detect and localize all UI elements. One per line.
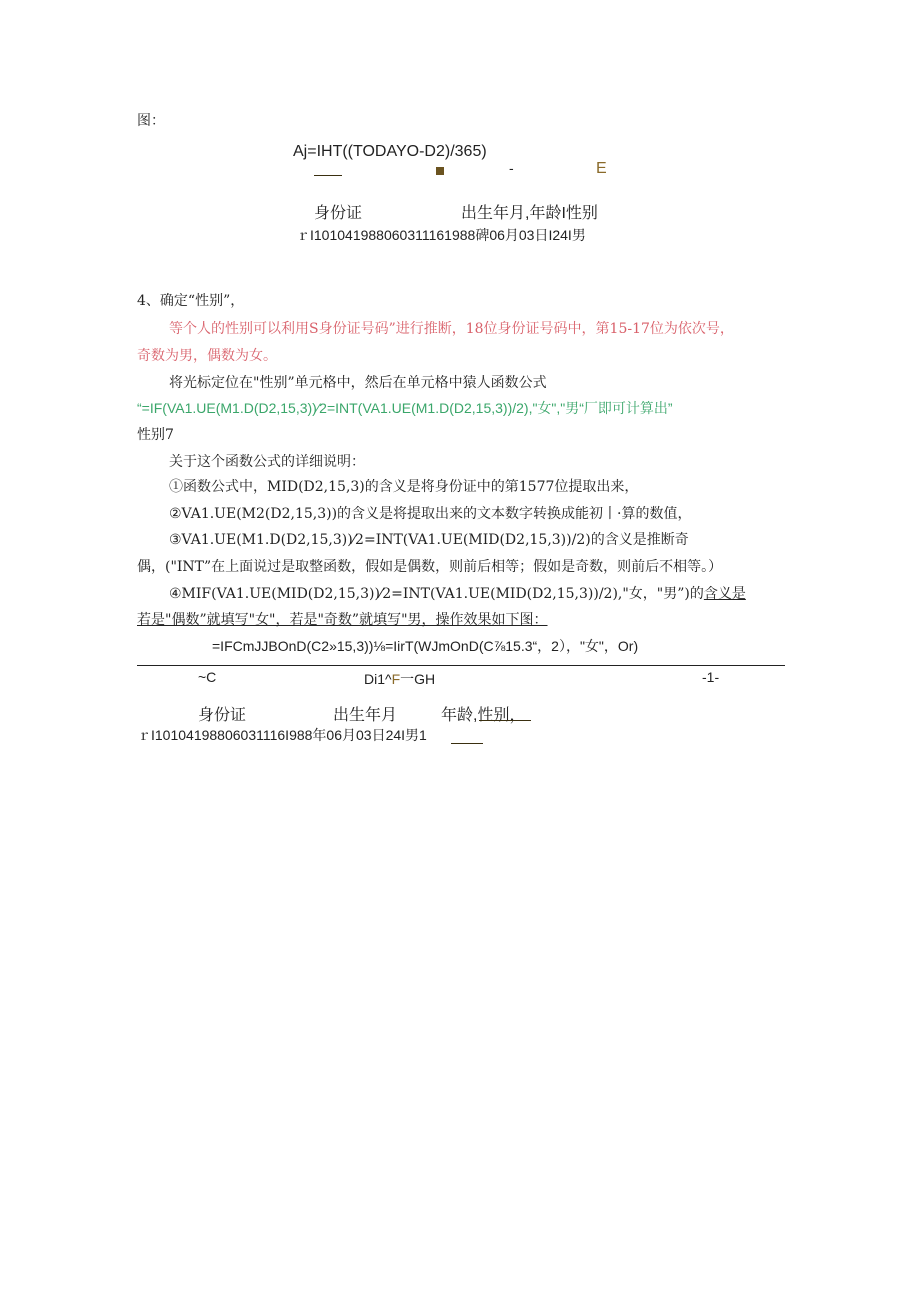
column-d-header (364, 669, 435, 689)
explanation-item-1: ①函数公式中，MID(D2,15,3)的含义是将身份证中的第1577位提取出来， (169, 479, 639, 495)
age-formula: Aj=IHT((TODAYO-D2)/365) (293, 143, 487, 160)
table-header-id: 身份证 (314, 205, 363, 222)
bottom-header-age-gender: 年龄,性别， (441, 707, 526, 724)
table-header-birth-age-gender: 出生年月,年龄I性别 (461, 205, 598, 222)
table-data-row: ｒI101041988060311161988碑06月03日I24I男 (296, 227, 586, 243)
header-underline (314, 175, 342, 176)
bottom-header-birth: 出生年月 (333, 707, 398, 724)
column-e-label: E (596, 160, 607, 177)
bottom-header-underline (479, 720, 531, 721)
explanation-item-4a-underlined: 含义是 (703, 586, 746, 602)
section-heading: 4、确定“性别”， (137, 293, 245, 309)
explanation-item-4b: 若是"偶数”就填写"女"，若是"奇数”就填写"男，操作效果如下图： (137, 612, 548, 628)
bottom-formula: =IFCmJJBOnD(C2»15,3))⅛=IirT(WJmOnD(C⅞15.3“，2），"女"，Or) (212, 638, 639, 654)
explanation-item-2: ②VA1.UE(M2(D2,15,3))的含义是将提取出来的文本数字转换成能初丨·算的数值， (169, 506, 692, 522)
column-gh-label: 一GH (400, 671, 436, 687)
column-d-label: Di1^ (364, 671, 392, 687)
formula-bar-rule (137, 665, 785, 666)
figure-label: 图： (137, 113, 165, 129)
column-dash: - (509, 160, 514, 176)
column-c-header: ~C (198, 669, 217, 685)
bottom-data-row: ｒI10104198806031116I988年06月03日24I男1 (137, 727, 427, 743)
gender-rule-line-2: 奇数为男，偶数为女。 (137, 348, 277, 364)
gender-rule-line-1: 等个人的性别可以利用S身份证号码”进行推断，18位身份证号码中，第15-17位为依次号， (169, 321, 734, 337)
explanation-item-3b: 偶，("INT”在上面说过是取整函数，假如是偶数，则前后相等；假如是奇数，则前后不相等。） (137, 559, 723, 575)
instruction-line: 将光标定位在"性别”单元格中，然后在单元格中猿人函数公式 (169, 375, 547, 391)
gender-label-line: 性别7 (137, 427, 174, 443)
bottom-header-id: 身份证 (198, 707, 247, 724)
column-f-label: F (391, 671, 401, 687)
bottom-data-underline (451, 743, 483, 744)
explanation-item-3a: ③VA1.UE(M1.D(D2,15,3))⁄2=INT(VA1.UE(MID(D2,15,3))/2)的含义是推断奇 (169, 532, 689, 548)
column-end-header: -1- (702, 669, 720, 685)
explanation-intro: 关于这个函数公式的详细说明： (169, 454, 365, 470)
marker-square (436, 167, 444, 175)
explanation-item-4a (169, 583, 746, 603)
explanation-item-4a-text: ④MIF(VA1.UE(MID(D2,15,3))⁄2=INT(VA1.UE(MID(D2,15,3))/2),"女，"男”)的 (169, 586, 704, 602)
gender-formula: “=IF(VA1.UE(M1.D(D2,15,3))⁄2=INT(VA1.UE(M1.D(D2,15,3))/2),"女","男“厂即可计算出” (137, 400, 673, 416)
